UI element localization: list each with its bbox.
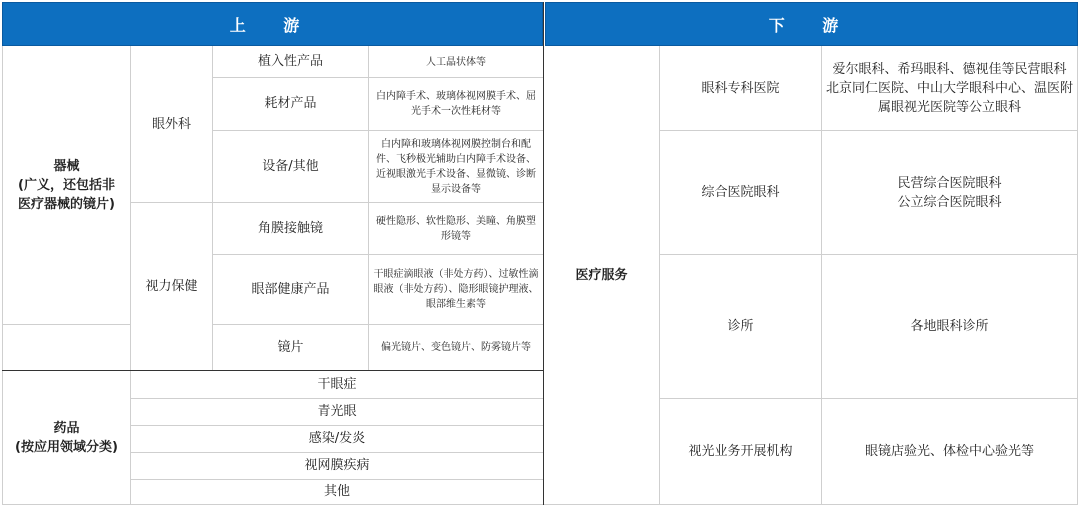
category-medical-services: 医疗服务 [575,267,628,283]
product-name: 眼部健康产品 [251,281,330,297]
product-desc: 人工晶状体等 [426,56,486,68]
drug-item: 视网膜疾病 [304,458,370,473]
product-desc: 白内障和玻璃体视网膜控制台和配件、飞秒极光辅助白内障手术设备、近视眼激光手术设备、显微镜、诊断显示设备等 [376,138,536,195]
product-name: 镜片 [277,339,304,355]
product-desc: 偏光镜片、变色镜片、防雾镜片等 [381,342,531,353]
service-type: 综合医院眼科 [701,184,780,200]
service-desc: 眼镜店验光、体检中心验光等 [864,443,1034,459]
category-drugs: 药品 (按应用领域分类) [15,420,118,455]
drug-item: 感染/发炎 [308,431,366,446]
downstream-header: 下 游 [545,2,1078,46]
drug-item: 其他 [323,484,350,499]
subcategory-ophthalmic-surgery: 眼外科 [151,116,191,132]
product-desc: 硬性隐形、软性隐形、美瞳、角膜塑形镜等 [376,215,536,242]
drug-item: 干眼症 [317,376,357,392]
service-desc: 各地眼科诊所 [910,318,989,334]
upstream-header: 上 游 [2,2,543,46]
category-devices: 器械 (广义，还包括非医疗器械的镜片) [18,159,115,212]
product-desc: 白内障手术、玻璃体视网膜手术、屈光手术一次性耗材等 [376,91,536,117]
service-type: 视光业务开展机构 [688,443,793,459]
product-name: 设备/其他 [262,158,319,174]
product-name: 角膜接触镜 [257,220,323,236]
product-name: 植入性产品 [257,54,323,69]
drug-item: 青光眼 [317,404,357,419]
product-desc: 干眼症滴眼液（非处方药）、过敏性滴眼液（非处方药）、隐形眼镜护理液、眼部维生素等 [373,269,539,310]
service-desc: 爱尔眼科、希玛眼科、德视佳等民营眼科 北京同仁医院、中山大学眼科中心、温医附属眼视光医院等公立眼科 [825,62,1073,115]
service-type: 诊所 [727,318,754,334]
product-name: 耗材产品 [264,96,317,111]
subcategory-vision-care: 视力保健 [145,278,198,294]
service-type: 眼科专科医院 [701,80,780,96]
service-desc: 民营综合医院眼科 公立综合医院眼科 [897,175,1002,210]
